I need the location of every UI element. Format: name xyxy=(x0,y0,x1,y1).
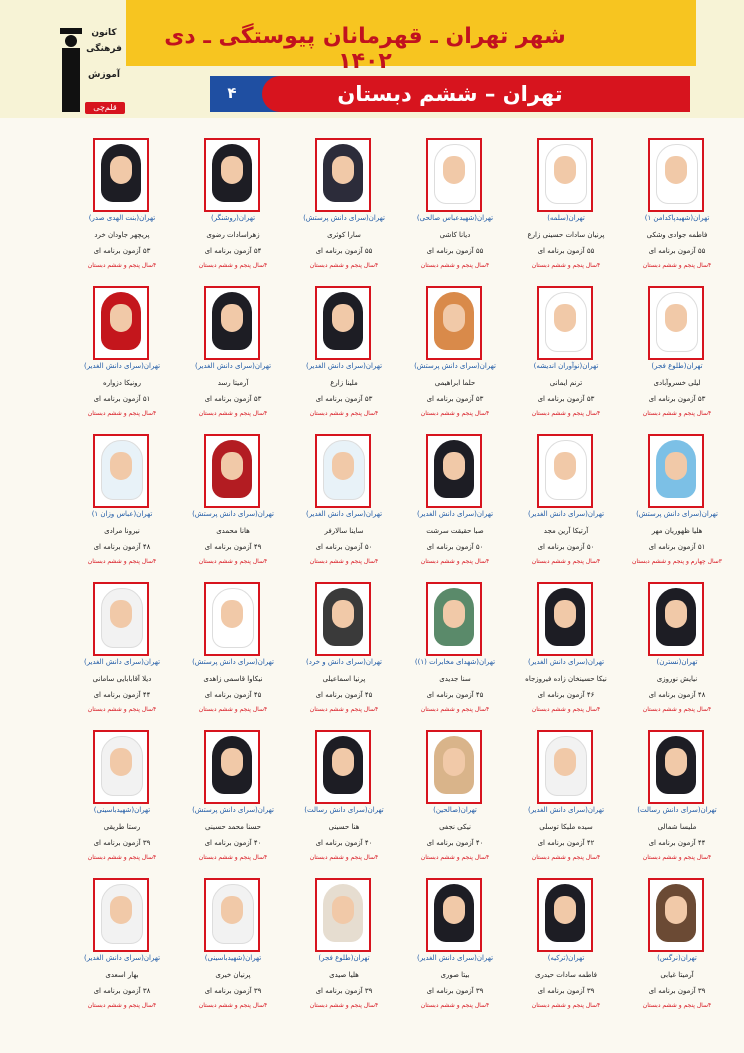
study-years: ۴سال پنجم و ششم دبستان xyxy=(309,706,379,713)
student-card xyxy=(622,278,732,426)
student-photo xyxy=(93,878,149,952)
student-name: پریچهر جاودان خرد xyxy=(94,231,150,239)
student-name: دیانا کاشی xyxy=(439,231,471,239)
student-school: تهران(سرای دانش الغدیر) xyxy=(305,510,383,518)
student-name: رستا طریقی xyxy=(103,823,141,831)
student-school: تهران(طلوع فجر) xyxy=(651,362,703,370)
exam-count: ۳۹ آزمون برنامه ای xyxy=(426,987,484,995)
student-photo xyxy=(315,730,371,804)
student-name: ملیسا شمالی xyxy=(657,823,697,831)
exam-count: ۳۹ آزمون برنامه ای xyxy=(648,987,706,995)
exam-count: ۴۸ آزمون برنامه ای xyxy=(648,691,706,699)
exam-count: ۴۸ آزمون برنامه ای xyxy=(93,543,151,551)
study-years: ۴سال پنجم و ششم دبستان xyxy=(420,1002,490,1009)
student-card xyxy=(67,426,177,574)
exam-count: ۵۵ آزمون برنامه ای xyxy=(537,247,595,255)
study-years: ۴سال پنجم و ششم دبستان xyxy=(309,262,379,269)
logo-badge: قلم‌چی xyxy=(85,102,125,114)
face xyxy=(221,156,243,184)
student-name: دیلا آقابابایی سامانی xyxy=(92,675,152,683)
student-school: تهران(سرای دانش الغدیر) xyxy=(83,658,161,666)
exam-count: ۴۵ آزمون برنامه ای xyxy=(315,691,373,699)
student-name: نیکا حسینخان زاده فیروزجاه xyxy=(525,675,607,683)
student-photo xyxy=(315,138,371,212)
student-school: تهران(نرگس) xyxy=(657,954,697,962)
exam-count: ۵۳ آزمون برنامه ای xyxy=(648,395,706,403)
student-photo xyxy=(204,878,260,952)
study-years: ۴سال پنجم و ششم دبستان xyxy=(198,706,268,713)
face xyxy=(110,748,132,776)
student-card xyxy=(400,870,510,1018)
student-photo xyxy=(648,730,704,804)
face xyxy=(332,896,354,924)
student-name: سیده ملیکا توسلی xyxy=(539,823,593,831)
student-name: ساینا سالارفر xyxy=(324,527,364,535)
student-school: تهران(سرای دانش رسالت) xyxy=(637,806,717,814)
face xyxy=(554,600,576,628)
face xyxy=(110,452,132,480)
student-card xyxy=(511,426,621,574)
logo-line-3: آموزش xyxy=(88,70,120,80)
student-name: هانا محمدی xyxy=(216,527,250,535)
student-photo xyxy=(93,434,149,508)
logo-line-2: فرهنگی xyxy=(86,44,122,54)
study-years: ۴سال پنجم و ششم دبستان xyxy=(87,854,157,861)
student-school: تهران(صالحین) xyxy=(433,806,477,814)
student-photo xyxy=(315,434,371,508)
student-school: تهران(شهیدباسینی) xyxy=(204,954,262,962)
exam-count: ۳۹ آزمون برنامه ای xyxy=(537,987,595,995)
student-school: تهران(سرای دانش الغدیر) xyxy=(416,954,494,962)
study-years: ۴سال پنجم و ششم دبستان xyxy=(642,262,712,269)
student-photo xyxy=(426,138,482,212)
student-name: نیایش نوروزی xyxy=(656,675,698,683)
student-school: تهران(سرای دانش پرستش) xyxy=(303,214,385,222)
exam-count: ۵۰ آزمون برنامه ای xyxy=(426,543,484,551)
face xyxy=(554,156,576,184)
study-years: ۳سال چهارم و پنجم و ششم دبستان xyxy=(631,558,723,565)
student-name: آرتیکا آرین مجد xyxy=(543,527,589,535)
student-card xyxy=(178,722,288,870)
student-card xyxy=(178,426,288,574)
student-card xyxy=(178,870,288,1018)
student-school: تهران(بنت الهدی صدر) xyxy=(88,214,156,222)
study-years: ۴سال پنجم و ششم دبستان xyxy=(531,854,601,861)
face xyxy=(554,748,576,776)
student-card xyxy=(622,426,732,574)
student-name: ملینا زارع xyxy=(330,379,358,387)
student-name: نیرونا مرادی xyxy=(104,527,140,535)
student-photo xyxy=(93,582,149,656)
student-name: نیکی نجفی xyxy=(439,823,471,831)
student-card xyxy=(289,574,399,722)
study-years: ۴سال پنجم و ششم دبستان xyxy=(87,706,157,713)
student-photo xyxy=(648,286,704,360)
student-photo xyxy=(537,878,593,952)
study-years: ۴سال پنجم و ششم دبستان xyxy=(531,558,601,565)
student-school: تهران(سرای دانش الغدیر) xyxy=(416,510,494,518)
student-name: حلما ابراهیمی xyxy=(434,379,476,387)
student-name: لیلی خسروآبادی xyxy=(653,379,701,387)
kanoon-logo xyxy=(58,24,128,114)
exam-count: ۴۶ آزمون برنامه ای xyxy=(537,691,595,699)
student-photo xyxy=(537,434,593,508)
face xyxy=(554,896,576,924)
student-school: تهران(نسترن) xyxy=(656,658,698,666)
exam-count: ۵۵ آزمون برنامه ای xyxy=(315,247,373,255)
student-name: زهراسادات رضوی xyxy=(206,231,260,239)
student-school: تهران(شهیدباسینی) xyxy=(93,806,151,814)
student-school: تهران(عباس وزان ۱) xyxy=(91,510,153,518)
student-photo xyxy=(204,582,260,656)
exam-count: ۴۰ آزمون برنامه ای xyxy=(426,839,484,847)
study-years: ۴سال پنجم و ششم دبستان xyxy=(420,410,490,417)
student-school: تهران(سرای دانش الغدیر) xyxy=(83,954,161,962)
page-title: شهر تهران ـ قهرمانان پیوستگی ـ دی ۱۴۰۲ xyxy=(164,24,566,74)
study-years: ۴سال پنجم و ششم دبستان xyxy=(642,854,712,861)
study-years: ۴سال پنجم و ششم دبستان xyxy=(309,1002,379,1009)
page-number: ۴ xyxy=(227,84,237,102)
exam-count: ۵۰ آزمون برنامه ای xyxy=(537,543,595,551)
student-photo xyxy=(648,138,704,212)
student-card xyxy=(622,870,732,1018)
student-name: سنا جدیدی xyxy=(439,675,471,683)
student-school: تهران(سرای دانش رسالت) xyxy=(304,806,384,814)
student-school: تهران(نوآوران اندیشه) xyxy=(533,362,599,370)
exam-count: ۵۳ آزمون برنامه ای xyxy=(204,395,262,403)
student-school: تهران(شهیدعباس صالحی) xyxy=(416,214,494,222)
student-photo xyxy=(315,582,371,656)
study-years: ۴سال پنجم و ششم دبستان xyxy=(87,410,157,417)
face xyxy=(332,304,354,332)
face xyxy=(665,452,687,480)
face xyxy=(110,896,132,924)
student-school: تهران(شهیدپاکدامن ۱) xyxy=(644,214,710,222)
student-card xyxy=(178,278,288,426)
face xyxy=(443,896,465,924)
exam-count: ۴۵ آزمون برنامه ای xyxy=(426,691,484,699)
study-years: ۴سال پنجم و ششم دبستان xyxy=(87,558,157,565)
student-card xyxy=(289,722,399,870)
student-name: پرنیان سادات حسینی زارع xyxy=(527,231,605,239)
exam-count: ۳۹ آزمون برنامه ای xyxy=(204,987,262,995)
face xyxy=(443,304,465,332)
student-card xyxy=(400,426,510,574)
student-school: تهران(سرای دانش الغدیر) xyxy=(527,658,605,666)
face xyxy=(332,600,354,628)
student-photo xyxy=(537,582,593,656)
face xyxy=(665,304,687,332)
student-name: بیتا صوری xyxy=(440,971,470,979)
face xyxy=(332,156,354,184)
student-school: تهران(سرای دانش الغدیر) xyxy=(527,806,605,814)
student-photo xyxy=(204,434,260,508)
student-school: تهران(سرای دانش پرستش) xyxy=(636,510,718,518)
exam-count: ۵۵ آزمون برنامه ای xyxy=(426,247,484,255)
student-school: تهران(سرای دانش پرستش) xyxy=(192,658,274,666)
student-card xyxy=(67,574,177,722)
study-years: ۴سال پنجم و ششم دبستان xyxy=(309,854,379,861)
students-grid xyxy=(12,130,732,1018)
logo-line-1: کانون xyxy=(91,28,117,38)
student-name: هلیا ظهوریان مهر xyxy=(651,527,703,535)
exam-count: ۵۳ آزمون برنامه ای xyxy=(315,395,373,403)
student-card xyxy=(289,870,399,1018)
face xyxy=(110,304,132,332)
exam-count: ۴۲ آزمون برنامه ای xyxy=(537,839,595,847)
study-years: ۴سال پنجم و ششم دبستان xyxy=(531,410,601,417)
student-card xyxy=(622,130,732,278)
student-name: رونیکا دزواره xyxy=(103,379,141,387)
student-card xyxy=(67,870,177,1018)
exam-count: ۴۰ آزمون برنامه ای xyxy=(204,839,262,847)
exam-count: ۵۳ آزمون برنامه ای xyxy=(93,247,151,255)
study-years: ۴سال پنجم و ششم دبستان xyxy=(198,262,268,269)
student-photo xyxy=(93,286,149,360)
student-name: پرنیا اسماعیلی xyxy=(322,675,366,683)
study-years: ۴سال پنجم و ششم دبستان xyxy=(87,1002,157,1009)
face xyxy=(221,896,243,924)
student-photo xyxy=(204,730,260,804)
exam-count: ۵۳ آزمون برنامه ای xyxy=(537,395,595,403)
student-card xyxy=(511,870,621,1018)
student-card xyxy=(511,130,621,278)
study-years: ۴سال پنجم و ششم دبستان xyxy=(420,854,490,861)
face xyxy=(221,452,243,480)
student-photo xyxy=(648,434,704,508)
student-card xyxy=(511,574,621,722)
exam-count: ۵۳ آزمون برنامه ای xyxy=(426,395,484,403)
face xyxy=(665,600,687,628)
exam-count: ۴۴ آزمون برنامه ای xyxy=(648,839,706,847)
student-card xyxy=(400,130,510,278)
face xyxy=(110,600,132,628)
face xyxy=(665,748,687,776)
student-card xyxy=(289,426,399,574)
study-years: ۴سال پنجم و ششم دبستان xyxy=(420,706,490,713)
student-name: هنا حسینی xyxy=(328,823,360,831)
student-photo xyxy=(426,730,482,804)
student-name: سارا کوثری xyxy=(327,231,361,239)
student-card xyxy=(622,574,732,722)
student-school: تهران(سرای دانش و خرد) xyxy=(305,658,383,666)
exam-count: ۵۱ آزمون برنامه ای xyxy=(93,395,151,403)
student-name: بهار اسعدی xyxy=(105,971,139,979)
page-header xyxy=(0,0,744,118)
student-photo xyxy=(537,138,593,212)
face xyxy=(443,600,465,628)
study-years: ۴سال پنجم و ششم دبستان xyxy=(531,706,601,713)
student-name: ترنم ایمانی xyxy=(549,379,583,387)
student-name: فاطمه جوادی وشکی xyxy=(646,231,708,239)
student-card xyxy=(289,278,399,426)
student-school: تهران(سرای دانش الغدیر) xyxy=(194,362,272,370)
student-photo xyxy=(204,138,260,212)
exam-count: ۴۰ آزمون برنامه ای xyxy=(315,839,373,847)
face xyxy=(443,748,465,776)
student-school: تهران(طلوع فجر) xyxy=(318,954,370,962)
study-years: ۴سال پنجم و ششم دبستان xyxy=(309,558,379,565)
student-school: تهران(سلمه) xyxy=(547,214,585,222)
face xyxy=(110,156,132,184)
study-years: ۴سال پنجم و ششم دبستان xyxy=(87,262,157,269)
exam-count: ۳۹ آزمون برنامه ای xyxy=(315,987,373,995)
student-card xyxy=(511,722,621,870)
student-card xyxy=(400,278,510,426)
student-school: تهران(سرای دانش الغدیر) xyxy=(83,362,161,370)
student-name: پرنیان خیری xyxy=(215,971,251,979)
student-name: آرمیتا رسد xyxy=(217,379,249,387)
face xyxy=(665,156,687,184)
student-photo xyxy=(426,878,482,952)
student-school: تهران(سرای دانش پرستش) xyxy=(414,362,496,370)
face xyxy=(554,452,576,480)
student-photo xyxy=(315,878,371,952)
exam-count: ۵۵ آزمون برنامه ای xyxy=(648,247,706,255)
study-years: ۴سال پنجم و ششم دبستان xyxy=(198,854,268,861)
student-card xyxy=(511,278,621,426)
student-card xyxy=(400,722,510,870)
exam-count: ۴۵ آزمون برنامه ای xyxy=(204,691,262,699)
face xyxy=(221,748,243,776)
student-photo xyxy=(93,138,149,212)
student-card xyxy=(289,130,399,278)
student-name: فاطمه سادات حیدری xyxy=(535,971,597,979)
student-card xyxy=(178,130,288,278)
exam-count: ۴۹ آزمون برنامه ای xyxy=(204,543,262,551)
student-photo xyxy=(315,286,371,360)
student-card xyxy=(400,574,510,722)
student-name: آرمیتا غیابی xyxy=(660,971,694,979)
study-years: ۴سال پنجم و ششم دبستان xyxy=(531,262,601,269)
student-photo xyxy=(537,286,593,360)
exam-count: ۴۴ آزمون برنامه ای xyxy=(93,691,151,699)
face xyxy=(332,452,354,480)
student-card xyxy=(67,278,177,426)
study-years: ۴سال پنجم و ششم دبستان xyxy=(420,558,490,565)
study-years: ۴سال پنجم و ششم دبستان xyxy=(642,410,712,417)
study-years: ۴سال پنجم و ششم دبستان xyxy=(198,558,268,565)
student-photo xyxy=(648,582,704,656)
exam-count: ۳۸ آزمون برنامه ای xyxy=(93,987,151,995)
student-school: تهران(سرای دانش پرستش) xyxy=(192,510,274,518)
student-card xyxy=(67,130,177,278)
student-photo xyxy=(426,434,482,508)
student-photo xyxy=(648,878,704,952)
student-card xyxy=(67,722,177,870)
student-photo xyxy=(537,730,593,804)
exam-count: ۳۹ آزمون برنامه ای xyxy=(93,839,151,847)
face xyxy=(554,304,576,332)
face xyxy=(332,748,354,776)
study-years: ۴سال پنجم و ششم دبستان xyxy=(198,410,268,417)
page-subtitle: تهران – ششم دبستان xyxy=(337,82,563,106)
face xyxy=(443,452,465,480)
study-years: ۴سال پنجم و ششم دبستان xyxy=(642,706,712,713)
student-school: تهران(شهدای مخابرات (۱)) xyxy=(414,658,496,666)
study-years: ۴سال پنجم و ششم دبستان xyxy=(198,1002,268,1009)
student-school: تهران(ترکیه) xyxy=(547,954,585,962)
student-photo xyxy=(426,286,482,360)
student-school: تهران(روشنگر) xyxy=(210,214,256,222)
student-name: حسنا محمد حسینی xyxy=(205,823,261,831)
study-years: ۴سال پنجم و ششم دبستان xyxy=(309,410,379,417)
student-name: هلیا صیدی xyxy=(329,971,359,979)
student-school: تهران(سرای دانش الغدیر) xyxy=(305,362,383,370)
student-photo xyxy=(426,582,482,656)
student-name: نیکاوا قاسمی زاهدی xyxy=(203,675,263,683)
student-school: تهران(سرای دانش الغدیر) xyxy=(527,510,605,518)
student-card xyxy=(622,722,732,870)
exam-count: ۵۰ آزمون برنامه ای xyxy=(315,543,373,551)
student-school: تهران(سرای دانش پرستش) xyxy=(192,806,274,814)
face xyxy=(221,304,243,332)
exam-count: ۵۱ آزمون برنامه ای xyxy=(648,543,706,551)
face xyxy=(221,600,243,628)
study-years: ۴سال پنجم و ششم دبستان xyxy=(420,262,490,269)
face xyxy=(665,896,687,924)
study-years: ۴سال پنجم و ششم دبستان xyxy=(531,1002,601,1009)
student-photo xyxy=(204,286,260,360)
student-photo xyxy=(93,730,149,804)
study-years: ۴سال پنجم و ششم دبستان xyxy=(642,1002,712,1009)
student-card xyxy=(178,574,288,722)
exam-count: ۵۴ آزمون برنامه ای xyxy=(204,247,262,255)
face xyxy=(443,156,465,184)
student-name: صبا حقیقت سرشت xyxy=(426,527,484,535)
